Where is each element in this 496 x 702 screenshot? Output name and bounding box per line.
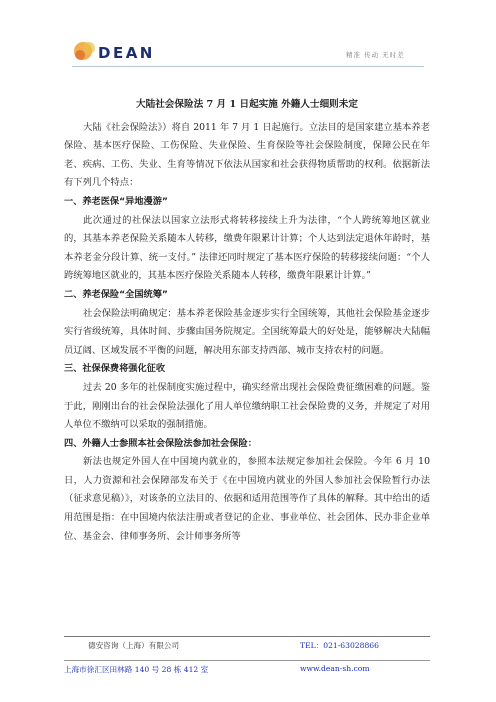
section-heading: 三、社保保费将强化征收: [64, 363, 166, 375]
section-paragraph: 社会保险法明确规定：基本养老保险基金逐步实行全国统筹，其他社会保险基金逐步实行省级统筹，具体时间、步骤由国务院规定。全国统筹最大的好处是，能够解决大陆幅员辽阔、区域发展不平衡的问题，解决用东部支持西部、城市支持农村的问题。: [64, 307, 430, 356]
section-heading: 二、养老保险“全国统筹”: [64, 288, 168, 300]
document-body: [64, 96, 430, 546]
header-divider: [72, 66, 424, 67]
logo-text: DEAN: [98, 44, 155, 62]
document-title: 大陆社会保险法 7 月 1 日起实施 外籍人士细则未定: [136, 99, 358, 110]
section-heading: 一、养老医保“异地漫游”: [64, 195, 168, 207]
section-paragraph: 过去 20 多年的社保制度实施过程中，确实经常出现社会保险费征缴困难的问题。鉴于此，刚刚出台的社会保险法强化了用人单位缴纳职工社会保险费的义务，并规定了对用人单位不缴纳可以采取的强制措施。: [64, 381, 430, 431]
section-heading: 四、外籍人士参照本社会保险法参加社会保险：: [64, 437, 257, 449]
footer-company: 德安咨询（上海）有限公司: [88, 641, 180, 650]
footer-divider-2: [64, 660, 430, 661]
footer-tel: TEL：021-63028866: [300, 641, 379, 650]
slogan: 精准 传动 无时差: [346, 51, 405, 59]
intro-paragraph: 大陆《社会保险法》）将自 2011 年 7 月 1 日起施行。立法目的是国家建立基本养老保险、基本医疗保险、工伤保险、失业保险、生育保险等社会保险制度，保障公民在年老、疾病、工伤、失业、生育等情况下依法从国家和社会获得物质帮助的权利。依据新法有下列几个特点：: [64, 121, 430, 189]
footer-divider: [64, 636, 430, 637]
section-paragraph: 新法也规定外国人在中国境内就业的，参照本法规定参加社会保险。今年 6 月 10 日，人力资源和社会保障部发布关于《在中国境内就业的外国人参加社会保险暂行办法（征求意见稿）》，对该条的立法目的、依据和适用范围等作了具体的解释。其中给出的适用范围是指：在中国境内依法注册或者登记的企业、事业单位、社会团体、民办非企业单位、基金会、律师事务所、会计师事务所等: [64, 456, 430, 542]
footer-address: 上海市徐汇区田林路 140 号 28 栋 412 室: [64, 665, 209, 674]
footer-website[interactable]: www.dean-sh.com: [300, 664, 370, 673]
section-paragraph: 此次通过的社保法以国家立法形式将转移接续上升为法律，“个人跨统筹地区就业的，其基本养老保险关系随本人转移，缴费年限累计计算；个人达到法定退休年龄时，基本养老金分段计算、统一支付。” 法律还同时规定了基本医疗保险的转移接续问题：“个人跨统筹地区就业的，其基本医疗保险关系随本人转移，缴费年限累计计算。”: [64, 214, 430, 282]
